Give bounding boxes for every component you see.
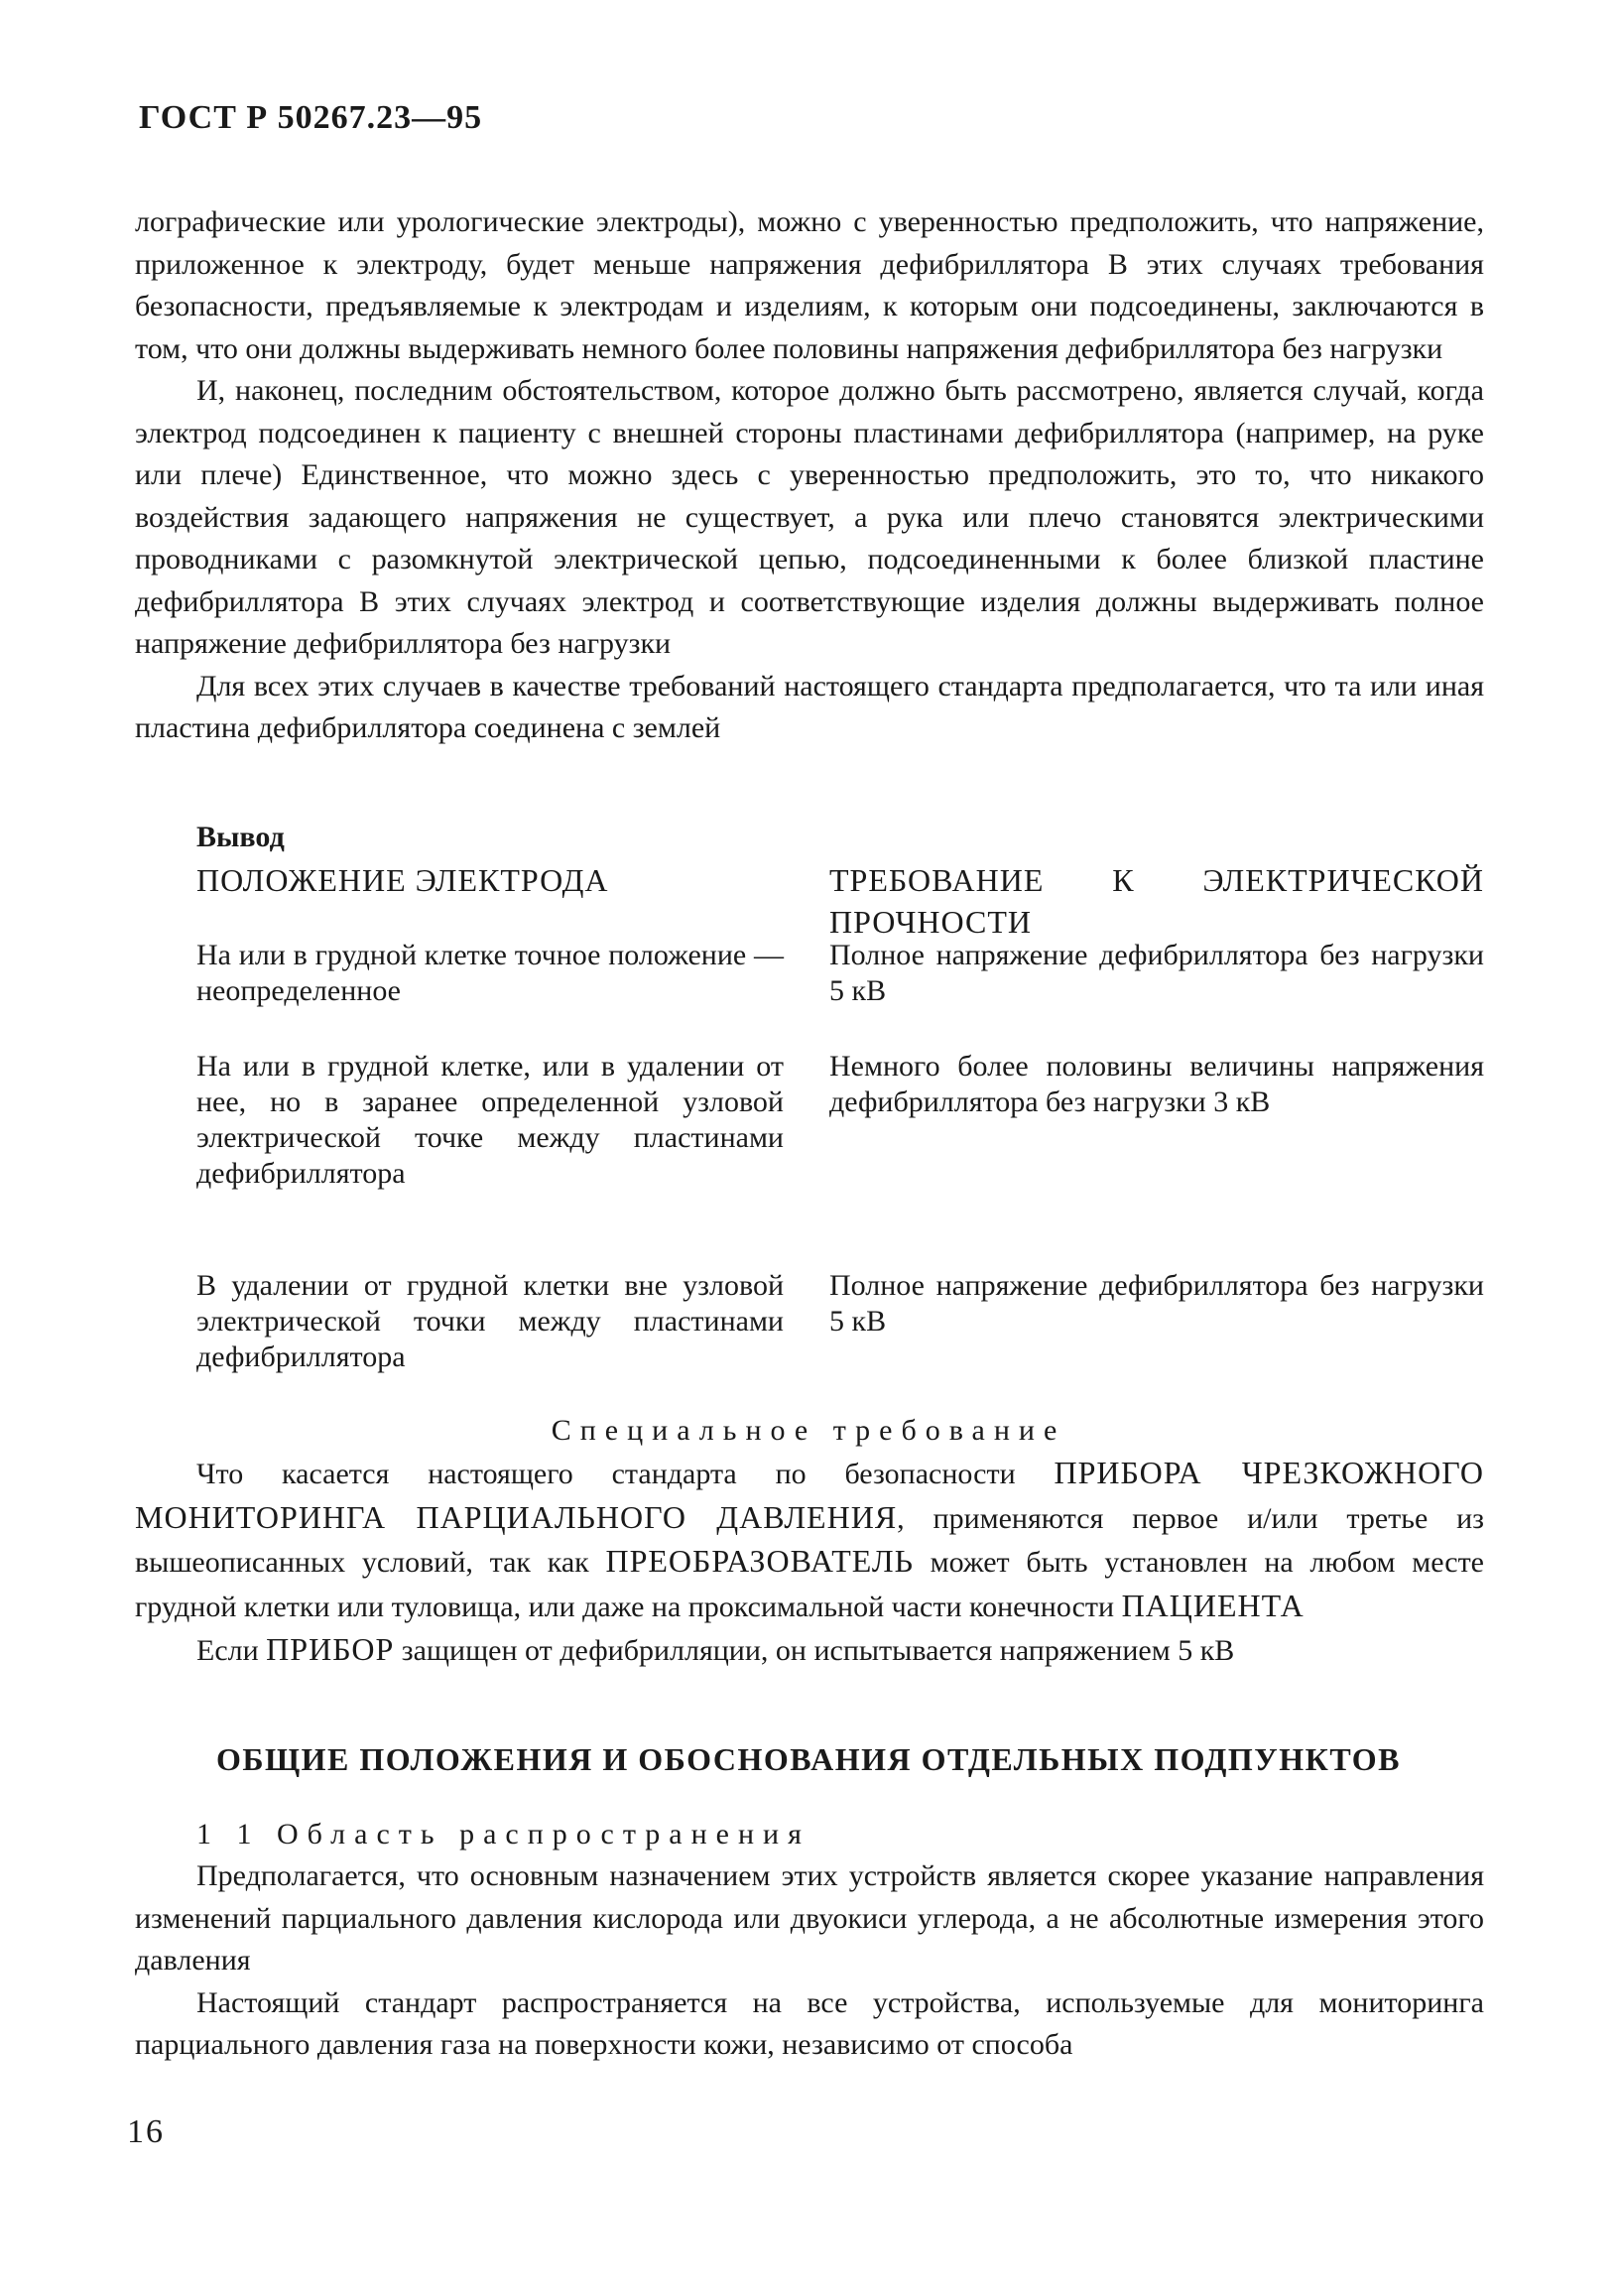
row-2-position: На или в грудной клетке, или в удалении от нее, но в заранее определенной узловой электрической точке между пластинами дефибриллятора (196, 1050, 784, 1190)
row-3-requirement: Полное напряжение дефибриллятора без нагрузки 5 кВ (829, 1269, 1484, 1338)
intro-paragraph-1: лографические или урологические электроды), можно с уверенностью предположить, что напряжение, приложенное к электроду, будет меньше напряжения дефибриллятора В этих случаях требования безопасности, предъявляемые к электродам и изделиям, к которым они подсоединены, заключаются в том, что они должны выдерживать немного более половины напряжения дефибриллятора без нагрузки (135, 205, 1484, 365)
text-run: , применяются первое и/или третье из вышеописанных условий, так как (135, 1501, 1485, 1579)
term-device: ПРИБОРА ЧРЕЗКОЖНОГО МОНИТОРИНГА ПАРЦИАЛЬНОГО ДАВЛЕНИЯ (135, 1455, 1485, 1535)
term-instrument: ПРИБОР (266, 1631, 395, 1667)
intro-paragraph-2: И, наконец, последним обстоятельством, которое должно быть рассмотрено, является случай, когда электрод подсоединен к пациенту с внешней стороны пластинами дефибриллятора (например, на руке или плече) Единственное, что можно здесь с уверенностью предположить, это то, что никакого воздействия задающего напряжения не существует, а рука или плечо становятся электрическими проводниками с разомкнутой электрической цепью, подсоединенными к более близкой пластине дефибриллятора В этих случаях электрод и соответствующие изделия должны выдерживать полное напряжение дефибриллятора без нагрузки (135, 374, 1484, 660)
text-run: может быть установлен на любом месте грудной клетки или туловища, или даже на проксимальной части конечности (135, 1546, 1484, 1623)
conclusion-label: Вывод (196, 821, 285, 853)
text-run: Если (196, 1634, 267, 1667)
row-1-position: На или в грудной клетке точное положение — неопределенное (196, 939, 784, 1007)
document-header: ГОСТ Р 50267.23—95 (139, 99, 483, 136)
scope-text (135, 1855, 1484, 2067)
column-header-position: ПОЛОЖЕНИЕ ЭЛЕКТРОДА (196, 862, 609, 898)
row-3-position: В удалении от грудной клетки вне узловой электрической точки между пластинами дефибриллятора (196, 1269, 784, 1373)
intro-paragraph-3: Для всех этих случаев в качестве требований настоящего стандарта предполагается, что та или иная пластина дефибриллятора соединена с землей (135, 669, 1484, 744)
special-paragraph-2 (135, 1628, 1484, 1673)
row-1-requirement: Полное напряжение дефибриллятора без нагрузки 5 кВ (829, 939, 1484, 1007)
special-paragraph-1 (135, 1452, 1484, 1628)
intro-text (135, 201, 1484, 750)
page-number: 16 (127, 2113, 165, 2150)
section-title: ОБЩИЕ ПОЛОЖЕНИЯ И ОБОСНОВАНИЯ ОТДЕЛЬНЫХ ПОДПУНКТОВ (215, 1741, 1402, 1777)
scope-paragraph-2: Настоящий стандарт распространяется на все устройства, используемые для мониторинга парциального давления газа на поверхности кожи, независимо от способа (135, 1985, 1484, 2061)
special-requirement-text (135, 1452, 1484, 1673)
text-run: защищен от дефибрилляции, он испытывается напряжением 5 кВ (394, 1634, 1235, 1667)
special-requirement-title: Специальное требование (551, 1414, 1066, 1447)
subsection-title: 1 1 Область распространения (196, 1818, 810, 1850)
row-2-requirement: Немного более половины величины напряжения дефибриллятора без нагрузки 3 кВ (829, 1050, 1484, 1118)
text-run: Что касается настоящего стандарта по безопасности (196, 1458, 1055, 1490)
column-header-requirement: ТРЕБОВАНИЕ К ЭЛЕКТРИЧЕСКОЙ ПРОЧНОСТИ (829, 862, 1484, 940)
term-transducer: ПРЕОБРАЗОВАТЕЛЬ (605, 1543, 914, 1579)
scope-paragraph-1: Предполагается, что основным назначением этих устройств является скорее указание направления изменений парциального давления кислорода или двуокиси углерода, а не абсолютные измерения этого давления (135, 1859, 1484, 1977)
term-patient: ПАЦИЕНТА (1121, 1587, 1305, 1623)
